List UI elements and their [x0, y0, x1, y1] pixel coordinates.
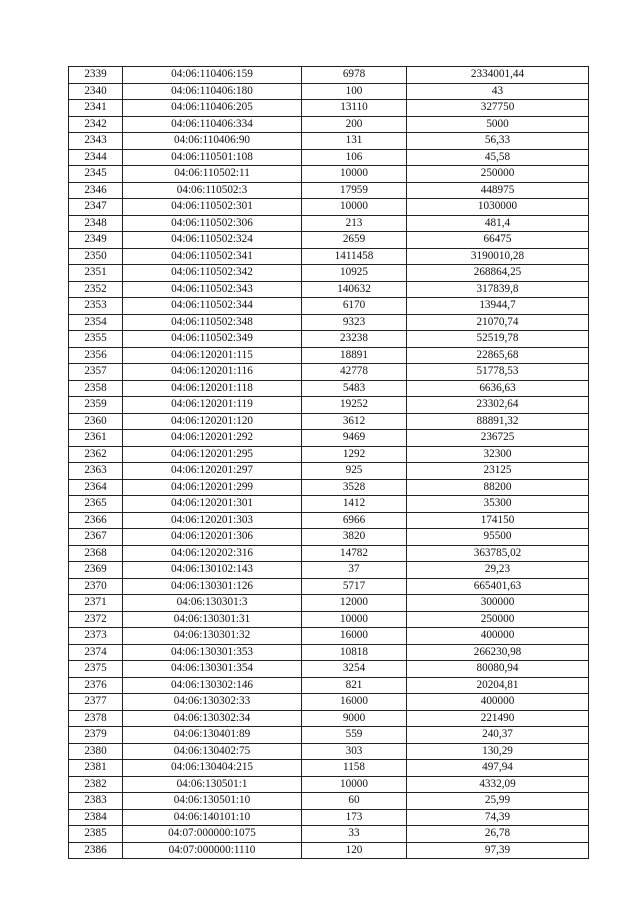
area-cell: 6966: [302, 512, 407, 529]
table-row: [69, 512, 589, 529]
row-number-cell: 2373: [69, 628, 123, 645]
row-number-cell: 2370: [69, 578, 123, 595]
value-cell: 481,4: [407, 215, 589, 232]
value-cell: 448975: [407, 182, 589, 199]
value-cell: 236725: [407, 430, 589, 447]
table-body: [69, 67, 589, 859]
area-cell: 303: [302, 743, 407, 760]
data-table: [68, 66, 589, 859]
area-cell: 10000: [302, 611, 407, 628]
area-cell: 200: [302, 116, 407, 133]
area-cell: 23238: [302, 331, 407, 348]
cadastral-number-cell: 04:06:130302:146: [123, 677, 302, 694]
area-cell: 10000: [302, 199, 407, 216]
table-row: [69, 743, 589, 760]
area-cell: 9469: [302, 430, 407, 447]
area-cell: 106: [302, 149, 407, 166]
row-number-cell: 2364: [69, 479, 123, 496]
value-cell: 88891,32: [407, 413, 589, 430]
table-row: [69, 364, 589, 381]
area-cell: 213: [302, 215, 407, 232]
table-row: [69, 182, 589, 199]
area-cell: 13110: [302, 100, 407, 117]
row-number-cell: 2381: [69, 760, 123, 777]
row-number-cell: 2342: [69, 116, 123, 133]
value-cell: 268864,25: [407, 265, 589, 282]
cadastral-number-cell: 04:06:120201:118: [123, 380, 302, 397]
cadastral-number-cell: 04:06:120201:295: [123, 446, 302, 463]
cadastral-number-cell: 04:06:110406:159: [123, 67, 302, 84]
cadastral-number-cell: 04:07:000000:1075: [123, 826, 302, 843]
cadastral-number-cell: 04:06:110502:344: [123, 298, 302, 315]
value-cell: 35300: [407, 496, 589, 513]
value-cell: 221490: [407, 710, 589, 727]
cadastral-number-cell: 04:06:120201:303: [123, 512, 302, 529]
value-cell: 130,29: [407, 743, 589, 760]
area-cell: 1412: [302, 496, 407, 513]
table-row: [69, 248, 589, 265]
table-row: [69, 760, 589, 777]
cadastral-number-cell: 04:06:120201:301: [123, 496, 302, 513]
value-cell: 5000: [407, 116, 589, 133]
row-number-cell: 2350: [69, 248, 123, 265]
area-cell: 37: [302, 562, 407, 579]
row-number-cell: 2351: [69, 265, 123, 282]
cadastral-number-cell: 04:06:130302:34: [123, 710, 302, 727]
value-cell: 23302,64: [407, 397, 589, 414]
value-cell: 56,33: [407, 133, 589, 150]
value-cell: 6636,63: [407, 380, 589, 397]
cadastral-number-cell: 04:06:130501:10: [123, 793, 302, 810]
cadastral-number-cell: 04:06:130301:354: [123, 661, 302, 678]
value-cell: 95500: [407, 529, 589, 546]
table-row: [69, 677, 589, 694]
row-number-cell: 2385: [69, 826, 123, 843]
cadastral-number-cell: 04:06:120201:292: [123, 430, 302, 447]
table-row: [69, 842, 589, 859]
row-number-cell: 2368: [69, 545, 123, 562]
area-cell: 16000: [302, 628, 407, 645]
area-cell: 10000: [302, 776, 407, 793]
table-row: [69, 100, 589, 117]
area-cell: 3528: [302, 479, 407, 496]
cadastral-number-cell: 04:06:110502:343: [123, 281, 302, 298]
cadastral-number-cell: 04:06:120201:306: [123, 529, 302, 546]
cadastral-number-cell: 04:06:120201:120: [123, 413, 302, 430]
cadastral-number-cell: 04:06:130301:32: [123, 628, 302, 645]
area-cell: 10818: [302, 644, 407, 661]
area-cell: 17959: [302, 182, 407, 199]
table-row: [69, 83, 589, 100]
table-row: [69, 694, 589, 711]
row-number-cell: 2382: [69, 776, 123, 793]
area-cell: 16000: [302, 694, 407, 711]
row-number-cell: 2379: [69, 727, 123, 744]
cadastral-number-cell: 04:06:110502:3: [123, 182, 302, 199]
row-number-cell: 2372: [69, 611, 123, 628]
cadastral-number-cell: 04:06:110501:108: [123, 149, 302, 166]
table-row: [69, 793, 589, 810]
cadastral-number-cell: 04:06:130404:215: [123, 760, 302, 777]
row-number-cell: 2352: [69, 281, 123, 298]
area-cell: 42778: [302, 364, 407, 381]
table-row: [69, 116, 589, 133]
row-number-cell: 2347: [69, 199, 123, 216]
table-row: [69, 578, 589, 595]
row-number-cell: 2367: [69, 529, 123, 546]
value-cell: 43: [407, 83, 589, 100]
cadastral-number-cell: 04:06:130301:31: [123, 611, 302, 628]
value-cell: 22865,68: [407, 347, 589, 364]
table-row: [69, 776, 589, 793]
area-cell: 9000: [302, 710, 407, 727]
table-row: [69, 710, 589, 727]
cadastral-number-cell: 04:06:110502:324: [123, 232, 302, 249]
area-cell: 559: [302, 727, 407, 744]
row-number-cell: 2378: [69, 710, 123, 727]
row-number-cell: 2386: [69, 842, 123, 859]
table-row: [69, 215, 589, 232]
value-cell: 4332,09: [407, 776, 589, 793]
area-cell: 821: [302, 677, 407, 694]
row-number-cell: 2349: [69, 232, 123, 249]
cadastral-number-cell: 04:06:110502:11: [123, 166, 302, 183]
area-cell: 6978: [302, 67, 407, 84]
area-cell: 2659: [302, 232, 407, 249]
cadastral-number-cell: 04:06:130302:33: [123, 694, 302, 711]
value-cell: 52519,78: [407, 331, 589, 348]
row-number-cell: 2363: [69, 463, 123, 480]
value-cell: 88200: [407, 479, 589, 496]
row-number-cell: 2369: [69, 562, 123, 579]
cadastral-number-cell: 04:06:110502:348: [123, 314, 302, 331]
area-cell: 9323: [302, 314, 407, 331]
value-cell: 13944,7: [407, 298, 589, 315]
cadastral-number-cell: 04:06:130402:75: [123, 743, 302, 760]
table-row: [69, 166, 589, 183]
row-number-cell: 2358: [69, 380, 123, 397]
value-cell: 665401,63: [407, 578, 589, 595]
table-row: [69, 232, 589, 249]
value-cell: 317839,8: [407, 281, 589, 298]
cadastral-number-cell: 04:06:130301:126: [123, 578, 302, 595]
table-row: [69, 199, 589, 216]
row-number-cell: 2339: [69, 67, 123, 84]
value-cell: 26,78: [407, 826, 589, 843]
value-cell: 250000: [407, 166, 589, 183]
table-row: [69, 331, 589, 348]
value-cell: 20204,81: [407, 677, 589, 694]
cadastral-number-cell: 04:06:130501:1: [123, 776, 302, 793]
table-row: [69, 644, 589, 661]
table-row: [69, 529, 589, 546]
cadastral-number-cell: 04:06:140101:10: [123, 809, 302, 826]
table-row: [69, 413, 589, 430]
table-row: [69, 628, 589, 645]
area-cell: 14782: [302, 545, 407, 562]
cadastral-number-cell: 04:06:130301:3: [123, 595, 302, 612]
area-cell: 140632: [302, 281, 407, 298]
table-row: [69, 397, 589, 414]
area-cell: 1411458: [302, 248, 407, 265]
value-cell: 51778,53: [407, 364, 589, 381]
area-cell: 131: [302, 133, 407, 150]
table-row: [69, 595, 589, 612]
row-number-cell: 2374: [69, 644, 123, 661]
cadastral-number-cell: 04:06:130102:143: [123, 562, 302, 579]
cadastral-number-cell: 04:06:120202:316: [123, 545, 302, 562]
area-cell: 6170: [302, 298, 407, 315]
row-number-cell: 2355: [69, 331, 123, 348]
row-number-cell: 2362: [69, 446, 123, 463]
value-cell: 2334001,44: [407, 67, 589, 84]
table-row: [69, 430, 589, 447]
cadastral-number-cell: 04:07:000000:1110: [123, 842, 302, 859]
area-cell: 3820: [302, 529, 407, 546]
table-row: [69, 826, 589, 843]
value-cell: 300000: [407, 595, 589, 612]
area-cell: 19252: [302, 397, 407, 414]
area-cell: 12000: [302, 595, 407, 612]
cadastral-number-cell: 04:06:110502:349: [123, 331, 302, 348]
row-number-cell: 2359: [69, 397, 123, 414]
row-number-cell: 2343: [69, 133, 123, 150]
value-cell: 32300: [407, 446, 589, 463]
row-number-cell: 2366: [69, 512, 123, 529]
table-row: [69, 265, 589, 282]
row-number-cell: 2365: [69, 496, 123, 513]
cadastral-number-cell: 04:06:120201:299: [123, 479, 302, 496]
value-cell: 74,39: [407, 809, 589, 826]
value-cell: 400000: [407, 694, 589, 711]
area-cell: 5717: [302, 578, 407, 595]
area-cell: 1292: [302, 446, 407, 463]
value-cell: 497,94: [407, 760, 589, 777]
value-cell: 400000: [407, 628, 589, 645]
cadastral-number-cell: 04:06:110502:306: [123, 215, 302, 232]
area-cell: 120: [302, 842, 407, 859]
area-cell: 1158: [302, 760, 407, 777]
cadastral-number-cell: 04:06:110406:180: [123, 83, 302, 100]
row-number-cell: 2371: [69, 595, 123, 612]
table-row: [69, 149, 589, 166]
table-row: [69, 380, 589, 397]
area-cell: 33: [302, 826, 407, 843]
cadastral-number-cell: 04:06:110406:205: [123, 100, 302, 117]
table-row: [69, 809, 589, 826]
cadastral-number-cell: 04:06:120201:116: [123, 364, 302, 381]
value-cell: 29,23: [407, 562, 589, 579]
area-cell: 100: [302, 83, 407, 100]
cadastral-number-cell: 04:06:130301:353: [123, 644, 302, 661]
row-number-cell: 2380: [69, 743, 123, 760]
table-row: [69, 562, 589, 579]
table-row: [69, 463, 589, 480]
cadastral-number-cell: 04:06:110502:301: [123, 199, 302, 216]
value-cell: 97,39: [407, 842, 589, 859]
area-cell: 10925: [302, 265, 407, 282]
table-row: [69, 281, 589, 298]
value-cell: 25,99: [407, 793, 589, 810]
value-cell: 66475: [407, 232, 589, 249]
table-row: [69, 545, 589, 562]
table-row: [69, 446, 589, 463]
cadastral-number-cell: 04:06:120201:115: [123, 347, 302, 364]
row-number-cell: 2356: [69, 347, 123, 364]
row-number-cell: 2344: [69, 149, 123, 166]
cadastral-number-cell: 04:06:110406:334: [123, 116, 302, 133]
table-row: [69, 611, 589, 628]
value-cell: 266230,98: [407, 644, 589, 661]
table-row: [69, 133, 589, 150]
cadastral-number-cell: 04:06:110406:90: [123, 133, 302, 150]
value-cell: 21070,74: [407, 314, 589, 331]
value-cell: 327750: [407, 100, 589, 117]
row-number-cell: 2360: [69, 413, 123, 430]
row-number-cell: 2377: [69, 694, 123, 711]
row-number-cell: 2375: [69, 661, 123, 678]
table-row: [69, 314, 589, 331]
table-row: [69, 496, 589, 513]
table-row: [69, 727, 589, 744]
area-cell: 173: [302, 809, 407, 826]
row-number-cell: 2353: [69, 298, 123, 315]
row-number-cell: 2345: [69, 166, 123, 183]
table-row: [69, 479, 589, 496]
value-cell: 45,58: [407, 149, 589, 166]
value-cell: 363785,02: [407, 545, 589, 562]
row-number-cell: 2357: [69, 364, 123, 381]
row-number-cell: 2354: [69, 314, 123, 331]
table-row: [69, 661, 589, 678]
area-cell: 5483: [302, 380, 407, 397]
cadastral-number-cell: 04:06:120201:119: [123, 397, 302, 414]
table-row: [69, 347, 589, 364]
value-cell: 250000: [407, 611, 589, 628]
value-cell: 23125: [407, 463, 589, 480]
value-cell: 240,37: [407, 727, 589, 744]
cadastral-number-cell: 04:06:110502:342: [123, 265, 302, 282]
row-number-cell: 2383: [69, 793, 123, 810]
cadastral-number-cell: 04:06:130401:89: [123, 727, 302, 744]
value-cell: 80080,94: [407, 661, 589, 678]
table-row: [69, 298, 589, 315]
cadastral-number-cell: 04:06:120201:297: [123, 463, 302, 480]
area-cell: 3254: [302, 661, 407, 678]
area-cell: 60: [302, 793, 407, 810]
value-cell: 3190010,28: [407, 248, 589, 265]
area-cell: 18891: [302, 347, 407, 364]
cadastral-number-cell: 04:06:110502:341: [123, 248, 302, 265]
row-number-cell: 2346: [69, 182, 123, 199]
value-cell: 174150: [407, 512, 589, 529]
row-number-cell: 2348: [69, 215, 123, 232]
row-number-cell: 2384: [69, 809, 123, 826]
value-cell: 1030000: [407, 199, 589, 216]
row-number-cell: 2340: [69, 83, 123, 100]
area-cell: 3612: [302, 413, 407, 430]
table-row: [69, 67, 589, 84]
row-number-cell: 2376: [69, 677, 123, 694]
row-number-cell: 2341: [69, 100, 123, 117]
area-cell: 925: [302, 463, 407, 480]
row-number-cell: 2361: [69, 430, 123, 447]
area-cell: 10000: [302, 166, 407, 183]
